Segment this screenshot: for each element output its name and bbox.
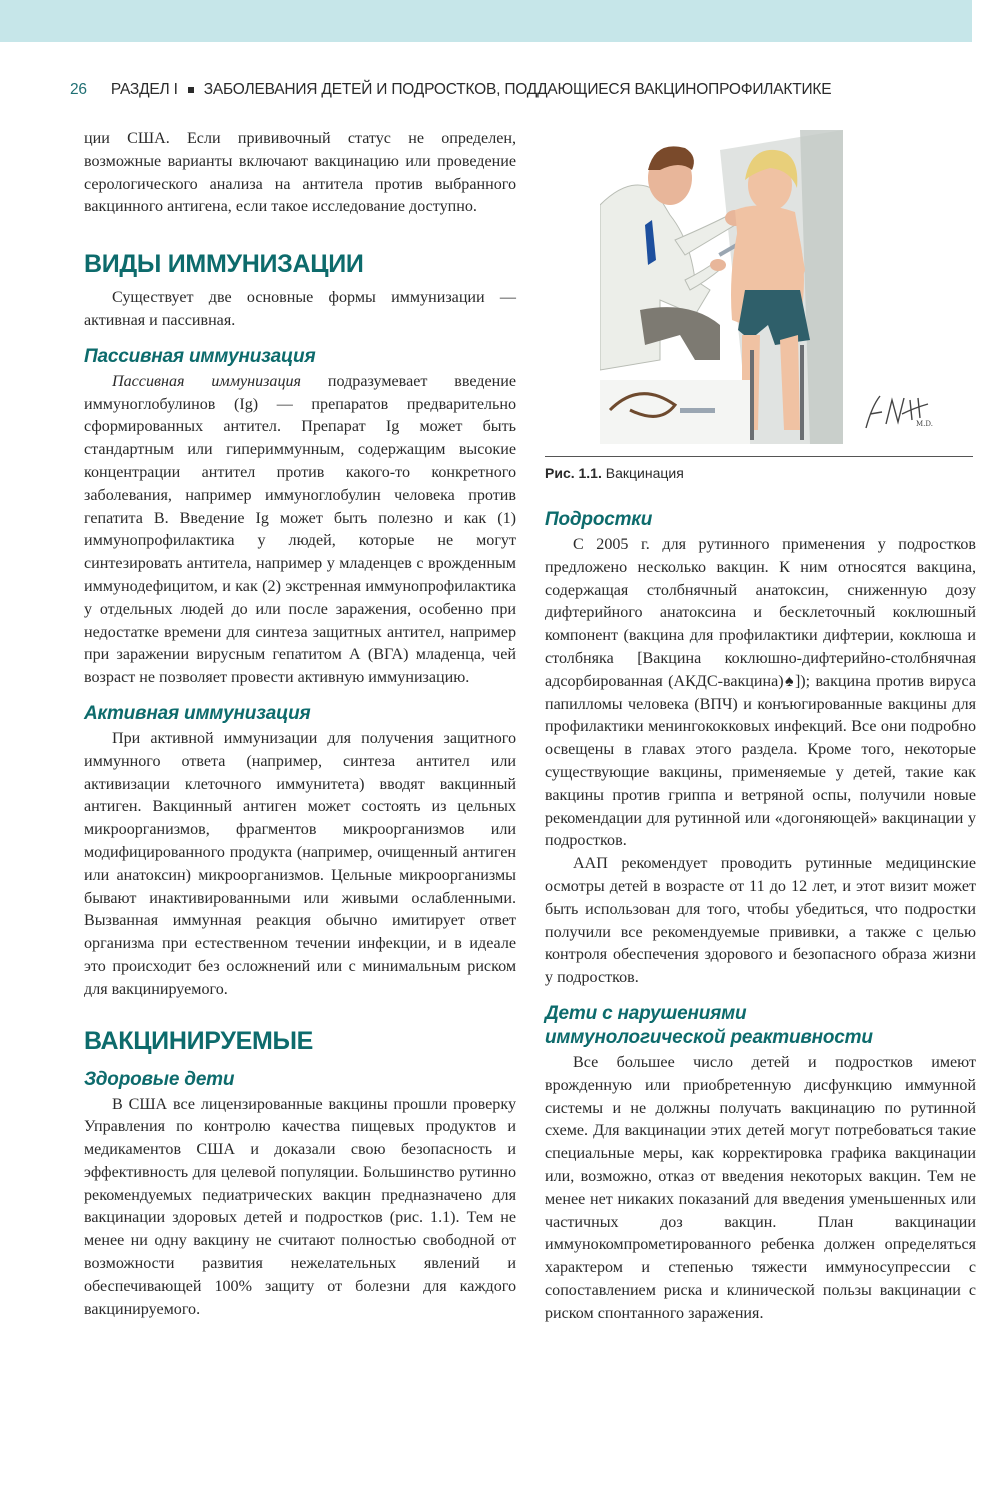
heading-immunocompromised-line2: иммунологической реактивности xyxy=(545,1026,873,1048)
paragraph-immunocompromised: Все большее число детей и подростков имеют врожденную или приобретенную дисфункцию иммунной системы и не должны получать вакцинацию по рутинной схеме. Для вакцинации этих детей могут потребоваться такие специальные меры, как корректировка графика вакцинации или, возможно, отказ от введения некоторых вакцин. Тем не менее нет никаких показаний для введения уменьшенных или частичных доз вакцин. План вакцинации иммунокомпрометированного ребенка должен определяться характером и степенью тяжести иммуносупрессии с сопоставлением риска и клинической пользы вакцинации с риском спонтанного заражения. xyxy=(545,1053,976,1322)
bullet-separator-icon xyxy=(188,87,194,93)
heading-active-immunization: Активная иммунизация xyxy=(84,702,311,724)
artist-signature xyxy=(858,386,938,436)
paragraph-active-immunization: При активной иммунизации для получения защитного иммунного ответа (например, синтеза антител или активизации клеточного иммунитета) вводят вакцинный антиген. Вакцинный антиген может состоять из цельных микроорганизмов, фрагментов микроорганизмов или модифицированного продукта (например, очищенный антиген или анатоксин) микроорганизмов. Цельные микроорганизмы бывают инактивированными или живыми ослабленными. Вызванная иммунная реакция обычно имитирует ответ организма при естественном течении инфекции, и в идеале это происходит без осложнений или с минимальным риском для вакцинируемого. xyxy=(84,729,516,998)
paragraph-passive-immunization xyxy=(84,371,516,690)
heading-passive-immunization: Пассивная иммунизация xyxy=(84,345,316,367)
header-color-band xyxy=(0,0,972,42)
figure-divider xyxy=(545,456,973,457)
figure-caption xyxy=(545,465,684,481)
running-header xyxy=(70,78,950,102)
section-label: РАЗДЕЛ I xyxy=(110,81,178,98)
section-title: ЗАБОЛЕВАНИЯ ДЕТЕЙ И ПОДРОСТКОВ, ПОДДАЮЩИЕСЯ ВАКЦИНОПРОФИЛАКТИКЕ xyxy=(203,81,832,98)
right-column xyxy=(545,508,976,1326)
heading-immunocompromised-line1: Дети с нарушениями xyxy=(545,1002,747,1024)
figure-label: Рис. 1.1. xyxy=(545,465,602,481)
paragraph-immunization-types: Существует две основные формы иммунизации — активная и пассивная. xyxy=(84,289,516,329)
passive-text: подразумевает введение иммуноглобулинов (Ig) — препаратов предварительно сформированных антител. Препарат Ig может быть стандартным или гипериммунным, содержащим высокие концентрации антител против какого-то конкретного заболевания, например иммуноглобулин человека против гепатита B. Введение Ig может быть полезно и как (1) иммунопрофилактика у людей, которые не могут синтезировать антитела, например у младенцев с врожденным иммунодефицитом, и как (2) экстренная иммунопрофилактика у отдельных людей до или после заражения, особенно при недостатке времени для синтеза защитных антител, например при заражении вирусным гепатитом А (ВГА) младенца, чей возраст не позволяет провести активную иммунизацию. xyxy=(84,372,516,687)
paragraph-healthy-children: В США все лицензированные вакцины прошли проверку Управления по контролю качества пищевых продуктов и медикаментов США и доказали свою безопасность и эффективность для целевой популяции. Большинство рутинно рекомендуемых педиатрических вакцин предназначено для вакцинации здоровых детей и подростков (рис. 1.1). Тем не менее ни одну вакцину не считают полностью свободной от возможности развития нежелательных явлений и обеспечивающей 100% защиту от болезни для каждого вакцинируемого. xyxy=(84,1095,516,1318)
heading-healthy-children: Здоровые дети xyxy=(84,1068,235,1090)
heading-vaccinees: ВАКЦИНИРУЕМЫЕ xyxy=(84,1026,314,1055)
paragraph-adolescents-2: ААП рекомендует проводить рутинные медицинские осмотры детей в возрасте от 11 до 12 лет, и этот визит может быть использован для того, чтобы убедиться, что подростки получили все рекомендуемые прививки, а также с целью контроля обеспечения здорового и безопасного образа жизни у подростков. xyxy=(545,855,976,987)
svg-text:M.D.: M.D. xyxy=(916,420,933,428)
figure-caption-text: Вакцинация xyxy=(605,465,684,481)
vaccination-illustration xyxy=(600,130,843,444)
intro-paragraph: ции США. Если прививочный статус не определен, возможные варианты включают вакцинацию или проведение серологического анализа на антитела против выбранного вакцинного антигена, если такое исследование доступно. xyxy=(84,130,516,216)
passive-lead-italic: Пассивная иммунизация xyxy=(112,372,302,390)
heading-adolescents: Подростки xyxy=(545,509,653,530)
figure-vaccination xyxy=(600,130,972,450)
left-column xyxy=(84,128,516,1321)
heading-immunization-types: ВИДЫ ИММУНИЗАЦИИ xyxy=(84,250,364,279)
page-number: 26 xyxy=(70,81,87,98)
paragraph-adolescents-1: С 2005 г. для рутинного применения у подростков предложено несколько вакцин. К ним относятся вакцина, содержащая столбнячный анатоксин, сниженную дозу дифтерийного анатоксина и бесклеточный коклюшный компонент (вакцина для профилактики дифтерии, коклюша и столбняка [Вакцина коклюшно-дифтерийно-столбнячная адсорбированная (АКДС-вакцина)♠]); вакцина против вируса папилломы человека (ВПЧ) и конъюгированные вакцины для профилактики менингококковых инфекций. Все они подробно освещены в главах этого раздела. Кроме того, некоторые существующие вакцины, применяемые у детей, такие как вакцины против гриппа и ветряной оспы, получили новые рекомендации для рутинной или «догоняющей» вакцинации у подростков. xyxy=(545,536,976,850)
